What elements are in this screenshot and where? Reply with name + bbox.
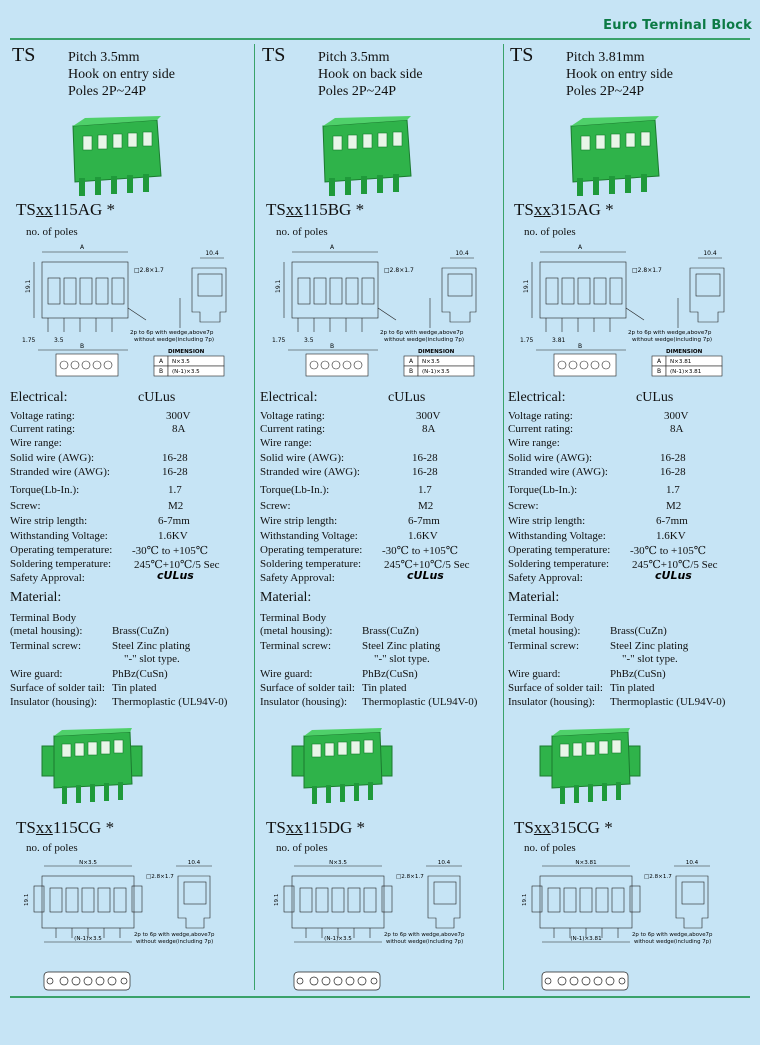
product-column-2 (260, 40, 512, 990)
material-heading: Material: (260, 590, 312, 605)
poles-spec: Poles 2P~24P (318, 84, 396, 99)
withstanding-voltage-value: 1.6KV (158, 530, 188, 542)
product-column-1 (10, 40, 262, 990)
pitch-spec: Pitch 3.81mm (566, 50, 645, 65)
svg-text:N×3.5: N×3.5 (329, 860, 347, 866)
solder-tail-value: Tin plated (610, 682, 655, 694)
svg-text:without wedge(including 7p): without wedge(including 7p) (134, 337, 215, 343)
terminal-screw-slot: "-" slot type. (374, 653, 430, 665)
screw-value: M2 (666, 500, 682, 512)
svg-text:(N-1)×3.5: (N-1)×3.5 (74, 936, 102, 942)
svg-text:N×3.81: N×3.81 (670, 359, 692, 365)
svg-text:10.4: 10.4 (703, 250, 717, 257)
insulator-value: Thermoplastic (UL94V-0) (112, 696, 228, 708)
svg-text:B: B (656, 368, 662, 375)
screw-value: M2 (168, 500, 184, 512)
torque-value: 1.7 (418, 484, 432, 496)
svg-text:1.75: 1.75 (22, 337, 36, 344)
terminal-body-label: Terminal Body (508, 612, 575, 624)
series-label: TS (262, 44, 286, 66)
operating-temperature-label: Operating temperature: (508, 544, 611, 556)
svg-text:without wedge(including 7p): without wedge(including 7p) (136, 939, 214, 945)
solder-tail-label: Surface of solder tail: (10, 682, 105, 694)
solid-wire-value: 16-28 (412, 452, 438, 464)
operating-temperature-value: -30℃ to +105℃ (630, 545, 707, 557)
wire-guard-label: Wire guard: (260, 668, 313, 680)
ul-logo-icon (406, 568, 444, 582)
wire-strip-value: 6-7mm (158, 515, 190, 527)
terminal-screw-slot: "-" slot type. (622, 653, 678, 665)
series-label: TS (510, 44, 534, 66)
model-number: TSxx115BG * (266, 200, 365, 219)
terminal-screw-value: Steel Zinc plating (362, 640, 441, 652)
torque-label: Torque(Lb-In.): (508, 484, 578, 496)
screw-label: Screw: (260, 500, 291, 512)
torque-value: 1.7 (666, 484, 680, 496)
dimension-drawing (518, 238, 758, 386)
flange-dimension-drawing (266, 858, 510, 950)
solder-tail-value: Tin plated (362, 682, 407, 694)
svg-text:19.1: 19.1 (25, 279, 32, 293)
svg-text:DIMENSION: DIMENSION (418, 349, 455, 355)
svg-text:N×3.5: N×3.5 (79, 860, 97, 866)
voltage-rating-label: Voltage rating: (10, 410, 75, 422)
soldering-temperature-value: 245℃+10℃/5 Sec (384, 559, 470, 571)
stranded-wire-label: Stranded wire (AWG): (10, 466, 110, 478)
svg-text:□2.8×1.7: □2.8×1.7 (644, 874, 672, 880)
svg-text:N×3.5: N×3.5 (172, 359, 190, 365)
terminal-body-label: Terminal Body (260, 612, 327, 624)
svg-text:cULus: cULus (407, 569, 444, 582)
svg-text:A: A (79, 244, 85, 251)
model-number-flange: TSxx315CG * (514, 818, 613, 837)
metal-housing-label: (metal housing): (508, 625, 581, 637)
torque-label: Torque(Lb-In.): (10, 484, 80, 496)
connector-flange-photo (292, 728, 392, 806)
solder-tail-label: Surface of solder tail: (260, 682, 355, 694)
ul-logo-icon (654, 568, 692, 582)
terminal-body-label: Terminal Body (10, 612, 77, 624)
ul-logo-icon (156, 568, 194, 582)
svg-text:DIMENSION: DIMENSION (168, 349, 205, 355)
voltage-rating-value: 300V (664, 410, 689, 422)
svg-text:2p to 6p with wedge,above7p: 2p to 6p with wedge,above7p (134, 932, 215, 938)
solid-wire-value: 16-28 (162, 452, 188, 464)
stranded-wire-value: 16-28 (412, 466, 438, 478)
svg-text:19.1: 19.1 (522, 893, 528, 906)
svg-text:B: B (577, 343, 583, 350)
svg-text:10.4: 10.4 (455, 250, 469, 257)
no-of-poles-label: no. of poles (276, 226, 328, 238)
model-number-flange: TSxx115CG * (16, 818, 115, 837)
svg-text:□2.8×1.7: □2.8×1.7 (396, 874, 424, 880)
svg-text:without wedge(including 7p): without wedge(including 7p) (634, 939, 712, 945)
svg-text:10.4: 10.4 (685, 860, 699, 866)
soldering-temperature-value: 245℃+10℃/5 Sec (632, 559, 718, 571)
connector-photo (315, 116, 415, 198)
svg-text:cULus: cULus (157, 569, 194, 582)
product-column-3 (508, 40, 760, 990)
plug-front-view (540, 966, 630, 994)
wire-strip-value: 6-7mm (656, 515, 688, 527)
terminal-screw-value: Steel Zinc plating (610, 640, 689, 652)
svg-text:(N-1)×3.81: (N-1)×3.81 (570, 936, 602, 942)
svg-text:(N-1)×3.5: (N-1)×3.5 (172, 369, 200, 375)
svg-text:without wedge(including 7p): without wedge(including 7p) (386, 939, 464, 945)
hook-spec: Hook on back side (318, 67, 423, 82)
dimension-drawing (270, 238, 510, 386)
safety-approval-label: Safety Approval: (260, 572, 335, 584)
flange-dimension-drawing (514, 858, 758, 950)
hook-spec: Hook on entry side (68, 67, 175, 82)
svg-text:1.75: 1.75 (520, 337, 534, 344)
wire-range-label: Wire range: (260, 437, 312, 449)
svg-text:B: B (79, 343, 85, 350)
svg-text:2p to 6p with wedge,above7p: 2p to 6p with wedge,above7p (380, 330, 464, 336)
insulator-label: Insulator (housing): (260, 696, 348, 708)
wire-guard-label: Wire guard: (10, 668, 63, 680)
dimension-drawing (20, 238, 260, 386)
pitch-spec: Pitch 3.5mm (68, 50, 140, 65)
withstanding-voltage-label: Withstanding Voltage: (508, 530, 606, 542)
svg-text:1.75: 1.75 (272, 337, 286, 344)
connector-flange-photo (540, 728, 640, 806)
svg-text:□2.8×1.7: □2.8×1.7 (384, 267, 414, 274)
svg-text:19.1: 19.1 (24, 893, 30, 906)
insulator-label: Insulator (housing): (10, 696, 98, 708)
plug-front-view (292, 966, 382, 994)
svg-text:19.1: 19.1 (523, 279, 530, 293)
screw-value: M2 (418, 500, 434, 512)
svg-text:(N-1)×3.5: (N-1)×3.5 (324, 936, 352, 942)
svg-text:A: A (656, 358, 662, 365)
svg-text:□2.8×1.7: □2.8×1.7 (146, 874, 174, 880)
solid-wire-label: Solid wire (AWG): (10, 452, 95, 464)
svg-text:2p to 6p with wedge,above7p: 2p to 6p with wedge,above7p (628, 330, 712, 336)
solid-wire-label: Solid wire (AWG): (508, 452, 593, 464)
svg-text:A: A (158, 358, 164, 365)
svg-text:A: A (408, 358, 414, 365)
material-heading: Material: (508, 590, 560, 605)
svg-text:A: A (577, 244, 583, 251)
wire-range-label: Wire range: (10, 437, 62, 449)
svg-text:(N-1)×3.5: (N-1)×3.5 (422, 369, 450, 375)
electrical-heading: Electrical: (508, 390, 566, 405)
model-number: TSxx115AG * (16, 200, 116, 219)
operating-temperature-value: -30℃ to +105℃ (132, 545, 209, 557)
soldering-temperature-label: Soldering temperature: (10, 558, 112, 570)
svg-text:2p to 6p with wedge,above7p: 2p to 6p with wedge,above7p (130, 330, 214, 336)
svg-text:3.5: 3.5 (304, 337, 314, 344)
no-of-poles-label: no. of poles (26, 226, 78, 238)
stranded-wire-value: 16-28 (162, 466, 188, 478)
svg-text:B: B (329, 343, 335, 350)
solder-tail-value: Tin plated (112, 682, 157, 694)
wire-guard-label: Wire guard: (508, 668, 561, 680)
page-title: Euro Terminal Block (603, 18, 752, 33)
wire-guard-value: PhBz(CuSn) (362, 668, 418, 680)
safety-approval-label: Safety Approval: (10, 572, 85, 584)
terminal-body-value: Brass(CuZn) (362, 625, 419, 637)
svg-text:N×3.5: N×3.5 (422, 359, 440, 365)
stranded-wire-label: Stranded wire (AWG): (260, 466, 360, 478)
insulator-value: Thermoplastic (UL94V-0) (362, 696, 478, 708)
voltage-rating-label: Voltage rating: (260, 410, 325, 422)
soldering-temperature-value: 245℃+10℃/5 Sec (134, 559, 220, 571)
pitch-spec: Pitch 3.5mm (318, 50, 390, 65)
svg-text:DIMENSION: DIMENSION (666, 349, 703, 355)
svg-text:2p to 6p with wedge,above7p: 2p to 6p with wedge,above7p (632, 932, 713, 938)
soldering-temperature-label: Soldering temperature: (508, 558, 610, 570)
svg-text:N×3.81: N×3.81 (575, 860, 597, 866)
bottom-rule (10, 996, 750, 998)
series-label: TS (12, 44, 36, 66)
svg-text:□2.8×1.7: □2.8×1.7 (134, 267, 164, 274)
flange-dimension-drawing (16, 858, 260, 950)
svg-text:3.81: 3.81 (552, 337, 566, 344)
safety-approval-label: Safety Approval: (508, 572, 583, 584)
certification: cULus (388, 390, 426, 405)
current-rating-label: Current rating: (10, 423, 76, 435)
svg-text:10.4: 10.4 (437, 860, 451, 866)
svg-text:3.5: 3.5 (54, 337, 64, 344)
poles-spec: Poles 2P~24P (68, 84, 146, 99)
voltage-rating-value: 300V (416, 410, 441, 422)
terminal-body-value: Brass(CuZn) (112, 625, 169, 637)
insulator-value: Thermoplastic (UL94V-0) (610, 696, 726, 708)
operating-temperature-label: Operating temperature: (260, 544, 363, 556)
solid-wire-label: Solid wire (AWG): (260, 452, 345, 464)
connector-photo (563, 116, 663, 198)
torque-label: Torque(Lb-In.): (260, 484, 330, 496)
no-of-poles-label-flange: no. of poles (524, 842, 576, 854)
model-number-flange: TSxx115DG * (266, 818, 366, 837)
withstanding-voltage-label: Withstanding Voltage: (260, 530, 358, 542)
material-heading: Material: (10, 590, 62, 605)
svg-text:B: B (408, 368, 414, 375)
metal-housing-label: (metal housing): (10, 625, 83, 637)
terminal-screw-label: Terminal screw: (260, 640, 332, 652)
current-rating-value: 8A (422, 423, 436, 435)
plug-front-view (42, 966, 132, 994)
no-of-poles-label-flange: no. of poles (276, 842, 328, 854)
current-rating-label: Current rating: (260, 423, 326, 435)
wire-strip-label: Wire strip length: (260, 515, 338, 527)
soldering-temperature-label: Soldering temperature: (260, 558, 362, 570)
svg-text:B: B (158, 368, 164, 375)
voltage-rating-value: 300V (166, 410, 191, 422)
wire-range-label: Wire range: (508, 437, 560, 449)
withstanding-voltage-value: 1.6KV (408, 530, 438, 542)
svg-text:10.4: 10.4 (187, 860, 201, 866)
wire-strip-value: 6-7mm (408, 515, 440, 527)
wire-strip-label: Wire strip length: (508, 515, 586, 527)
svg-text:19.1: 19.1 (274, 893, 280, 906)
svg-text:□2.8×1.7: □2.8×1.7 (632, 267, 662, 274)
withstanding-voltage-value: 1.6KV (656, 530, 686, 542)
terminal-screw-slot: "-" slot type. (124, 653, 180, 665)
current-rating-label: Current rating: (508, 423, 574, 435)
svg-text:cULus: cULus (655, 569, 692, 582)
hook-spec: Hook on entry side (566, 67, 673, 82)
stranded-wire-value: 16-28 (660, 466, 686, 478)
svg-text:19.1: 19.1 (275, 279, 282, 293)
certification: cULus (138, 390, 176, 405)
svg-text:(N-1)×3.81: (N-1)×3.81 (670, 369, 702, 375)
certification: cULus (636, 390, 674, 405)
svg-text:2p to 6p with wedge,above7p: 2p to 6p with wedge,above7p (384, 932, 465, 938)
terminal-screw-label: Terminal screw: (10, 640, 82, 652)
poles-spec: Poles 2P~24P (566, 84, 644, 99)
screw-label: Screw: (10, 500, 41, 512)
connector-flange-photo (42, 728, 142, 806)
solid-wire-value: 16-28 (660, 452, 686, 464)
electrical-heading: Electrical: (260, 390, 318, 405)
solder-tail-label: Surface of solder tail: (508, 682, 603, 694)
screw-label: Screw: (508, 500, 539, 512)
operating-temperature-value: -30℃ to +105℃ (382, 545, 459, 557)
terminal-body-value: Brass(CuZn) (610, 625, 667, 637)
model-number: TSxx315AG * (514, 200, 614, 219)
connector-photo (65, 116, 165, 198)
stranded-wire-label: Stranded wire (AWG): (508, 466, 608, 478)
svg-text:A: A (329, 244, 335, 251)
insulator-label: Insulator (housing): (508, 696, 596, 708)
operating-temperature-label: Operating temperature: (10, 544, 113, 556)
wire-strip-label: Wire strip length: (10, 515, 88, 527)
electrical-heading: Electrical: (10, 390, 68, 405)
voltage-rating-label: Voltage rating: (508, 410, 573, 422)
no-of-poles-label-flange: no. of poles (26, 842, 78, 854)
torque-value: 1.7 (168, 484, 182, 496)
svg-text:10.4: 10.4 (205, 250, 219, 257)
wire-guard-value: PhBz(CuSn) (112, 668, 168, 680)
svg-text:without wedge(including 7p): without wedge(including 7p) (632, 337, 713, 343)
metal-housing-label: (metal housing): (260, 625, 333, 637)
current-rating-value: 8A (172, 423, 186, 435)
terminal-screw-value: Steel Zinc plating (112, 640, 191, 652)
withstanding-voltage-label: Withstanding Voltage: (10, 530, 108, 542)
current-rating-value: 8A (670, 423, 684, 435)
no-of-poles-label: no. of poles (524, 226, 576, 238)
svg-text:without wedge(including 7p): without wedge(including 7p) (384, 337, 465, 343)
wire-guard-value: PhBz(CuSn) (610, 668, 666, 680)
terminal-screw-label: Terminal screw: (508, 640, 580, 652)
